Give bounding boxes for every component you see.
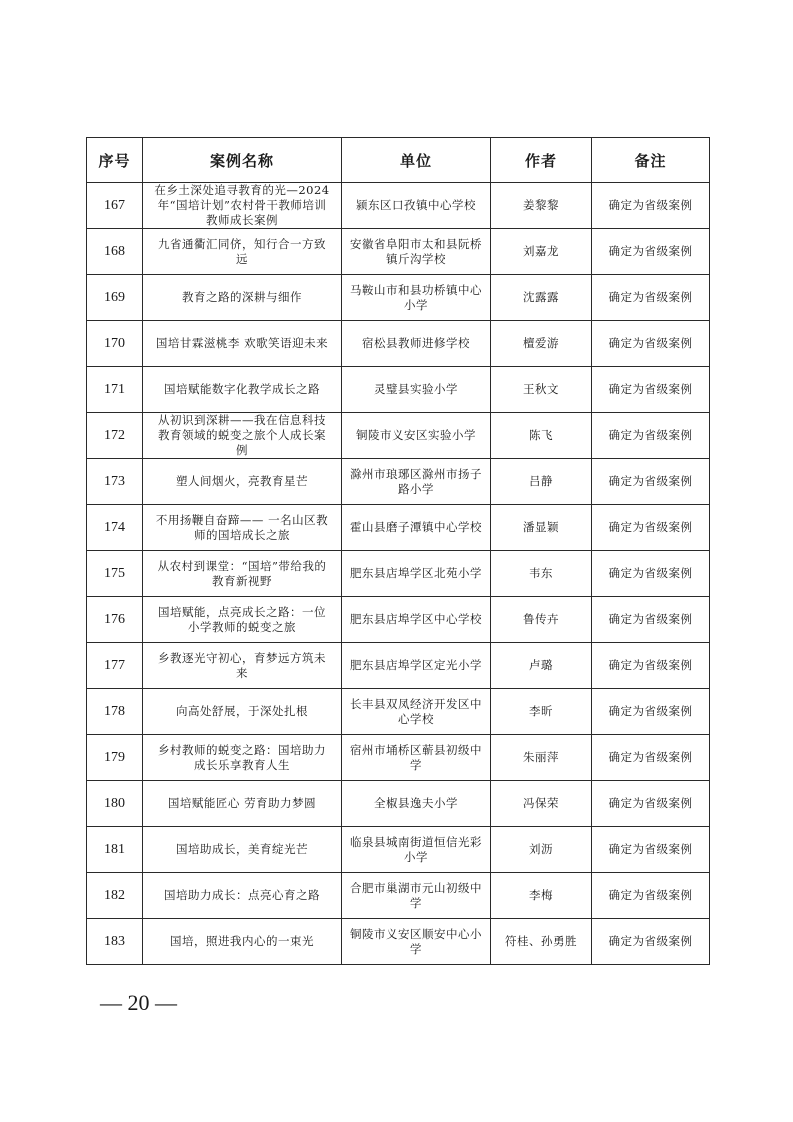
serial-number-cell: 168 — [87, 229, 143, 275]
note-cell: 确定为省级案例 — [592, 459, 710, 505]
serial-number-cell: 170 — [87, 321, 143, 367]
case-name-cell: 国培赋能匠心 劳育助力梦圆 — [143, 781, 342, 827]
case-name-cell: 教育之路的深耕与细作 — [143, 275, 342, 321]
unit-cell: 肥东县店埠学区定光小学 — [342, 643, 491, 689]
unit-cell: 马鞍山市和县功桥镇中心小学 — [342, 275, 491, 321]
table-row — [87, 643, 710, 689]
case-name-cell: 国培助力成长：点亮心育之路 — [143, 873, 342, 919]
note-cell: 确定为省级案例 — [592, 781, 710, 827]
note-cell: 确定为省级案例 — [592, 689, 710, 735]
header-unit: 单位 — [342, 138, 491, 183]
case-name-cell: 不用扬鞭自奋蹄—— 一名山区教师的国培成长之旅 — [143, 505, 342, 551]
table-row — [87, 275, 710, 321]
author-cell: 檀爱游 — [491, 321, 592, 367]
author-cell: 朱丽萍 — [491, 735, 592, 781]
table-row — [87, 505, 710, 551]
case-name-cell: 乡村教师的蜕变之路：国培助力成长乐享教育人生 — [143, 735, 342, 781]
serial-number-cell: 174 — [87, 505, 143, 551]
case-name-cell: 国培，照进我内心的一束光 — [143, 919, 342, 965]
table-row — [87, 367, 710, 413]
note-cell: 确定为省级案例 — [592, 919, 710, 965]
table-header-row — [87, 138, 710, 183]
header-note: 备注 — [592, 138, 710, 183]
note-cell: 确定为省级案例 — [592, 597, 710, 643]
unit-cell: 肥东县店埠学区北苑小学 — [342, 551, 491, 597]
table-row — [87, 873, 710, 919]
table-row — [87, 597, 710, 643]
table-row — [87, 229, 710, 275]
author-cell: 刘沥 — [491, 827, 592, 873]
unit-cell: 长丰县双凤经济开发区中心学校 — [342, 689, 491, 735]
unit-cell: 肥东县店埠学区中心学校 — [342, 597, 491, 643]
note-cell: 确定为省级案例 — [592, 505, 710, 551]
case-name-cell: 国培助成长，美育绽光芒 — [143, 827, 342, 873]
note-cell: 确定为省级案例 — [592, 551, 710, 597]
author-cell: 陈飞 — [491, 413, 592, 459]
author-cell: 符桂、孙勇胜 — [491, 919, 592, 965]
table-row — [87, 919, 710, 965]
header-author: 作者 — [491, 138, 592, 183]
serial-number-cell: 177 — [87, 643, 143, 689]
case-name-cell: 国培赋能，点亮成长之路：一位小学教师的蜕变之旅 — [143, 597, 342, 643]
serial-number-cell: 182 — [87, 873, 143, 919]
unit-cell: 安徽省阜阳市太和县阮桥镇斤沟学校 — [342, 229, 491, 275]
serial-number-cell: 178 — [87, 689, 143, 735]
unit-cell: 宿松县教师进修学校 — [342, 321, 491, 367]
author-cell: 冯保荣 — [491, 781, 592, 827]
author-cell: 沈露露 — [491, 275, 592, 321]
case-name-cell: 向高处舒展，于深处扎根 — [143, 689, 342, 735]
table-row — [87, 689, 710, 735]
table-header — [87, 138, 710, 183]
page-number: — 20 — — [100, 990, 177, 1015]
note-cell: 确定为省级案例 — [592, 643, 710, 689]
header-case-name: 案例名称 — [143, 138, 342, 183]
note-cell: 确定为省级案例 — [592, 321, 710, 367]
serial-number-cell: 180 — [87, 781, 143, 827]
author-cell: 潘显颖 — [491, 505, 592, 551]
case-name-cell: 从初识到深耕——我在信息科技教育领域的蜕变之旅个人成长案例 — [143, 413, 342, 459]
unit-cell: 临泉县城南街道恒信光彩小学 — [342, 827, 491, 873]
author-cell: 卢璐 — [491, 643, 592, 689]
serial-number-cell: 171 — [87, 367, 143, 413]
unit-cell: 滁州市琅琊区滁州市扬子路小学 — [342, 459, 491, 505]
note-cell: 确定为省级案例 — [592, 735, 710, 781]
case-name-cell: 国培赋能数字化教学成长之路 — [143, 367, 342, 413]
unit-cell: 全椒县逸夫小学 — [342, 781, 491, 827]
author-cell: 吕静 — [491, 459, 592, 505]
serial-number-cell: 179 — [87, 735, 143, 781]
unit-cell: 合肥市巢湖市元山初级中学 — [342, 873, 491, 919]
case-name-cell: 塑人间烟火，亮教育星芒 — [143, 459, 342, 505]
case-name-cell: 九省通衢汇同侪，知行合一方致远 — [143, 229, 342, 275]
serial-number-cell: 172 — [87, 413, 143, 459]
unit-cell: 铜陵市义安区实验小学 — [342, 413, 491, 459]
unit-cell: 宿州市埇桥区蕲县初级中学 — [342, 735, 491, 781]
serial-number-cell: 183 — [87, 919, 143, 965]
serial-number-cell: 167 — [87, 183, 143, 229]
case-name-cell: 在乡土深处追寻教育的光—2024年“国培计划”农村骨干教师培训教师成长案例 — [143, 183, 342, 229]
unit-cell: 铜陵市义安区顺安中心小学 — [342, 919, 491, 965]
note-cell: 确定为省级案例 — [592, 275, 710, 321]
unit-cell: 霍山县磨子潭镇中心学校 — [342, 505, 491, 551]
author-cell: 鲁传卉 — [491, 597, 592, 643]
table-row — [87, 735, 710, 781]
table-row — [87, 827, 710, 873]
serial-number-cell: 176 — [87, 597, 143, 643]
note-cell: 确定为省级案例 — [592, 367, 710, 413]
author-cell: 韦东 — [491, 551, 592, 597]
author-cell: 李昕 — [491, 689, 592, 735]
table-row — [87, 413, 710, 459]
case-name-cell: 国培甘霖滋桃李 欢歌笑语迎未来 — [143, 321, 342, 367]
table-body — [87, 183, 710, 965]
table-row — [87, 551, 710, 597]
case-list-table — [86, 137, 710, 965]
table-row — [87, 459, 710, 505]
author-cell: 姜黎黎 — [491, 183, 592, 229]
table-row — [87, 781, 710, 827]
author-cell: 刘嘉龙 — [491, 229, 592, 275]
serial-number-cell: 173 — [87, 459, 143, 505]
header-serial-number: 序号 — [87, 138, 143, 183]
note-cell: 确定为省级案例 — [592, 183, 710, 229]
note-cell: 确定为省级案例 — [592, 413, 710, 459]
case-name-cell: 从农村到课堂：“国培”带给我的教育新视野 — [143, 551, 342, 597]
case-name-cell: 乡教逐光守初心，育梦远方筑未来 — [143, 643, 342, 689]
unit-cell: 灵璧县实验小学 — [342, 367, 491, 413]
serial-number-cell: 169 — [87, 275, 143, 321]
table-row — [87, 183, 710, 229]
note-cell: 确定为省级案例 — [592, 827, 710, 873]
note-cell: 确定为省级案例 — [592, 873, 710, 919]
unit-cell: 颍东区口孜镇中心学校 — [342, 183, 491, 229]
author-cell: 李梅 — [491, 873, 592, 919]
table-row — [87, 321, 710, 367]
serial-number-cell: 181 — [87, 827, 143, 873]
note-cell: 确定为省级案例 — [592, 229, 710, 275]
serial-number-cell: 175 — [87, 551, 143, 597]
author-cell: 王秋文 — [491, 367, 592, 413]
